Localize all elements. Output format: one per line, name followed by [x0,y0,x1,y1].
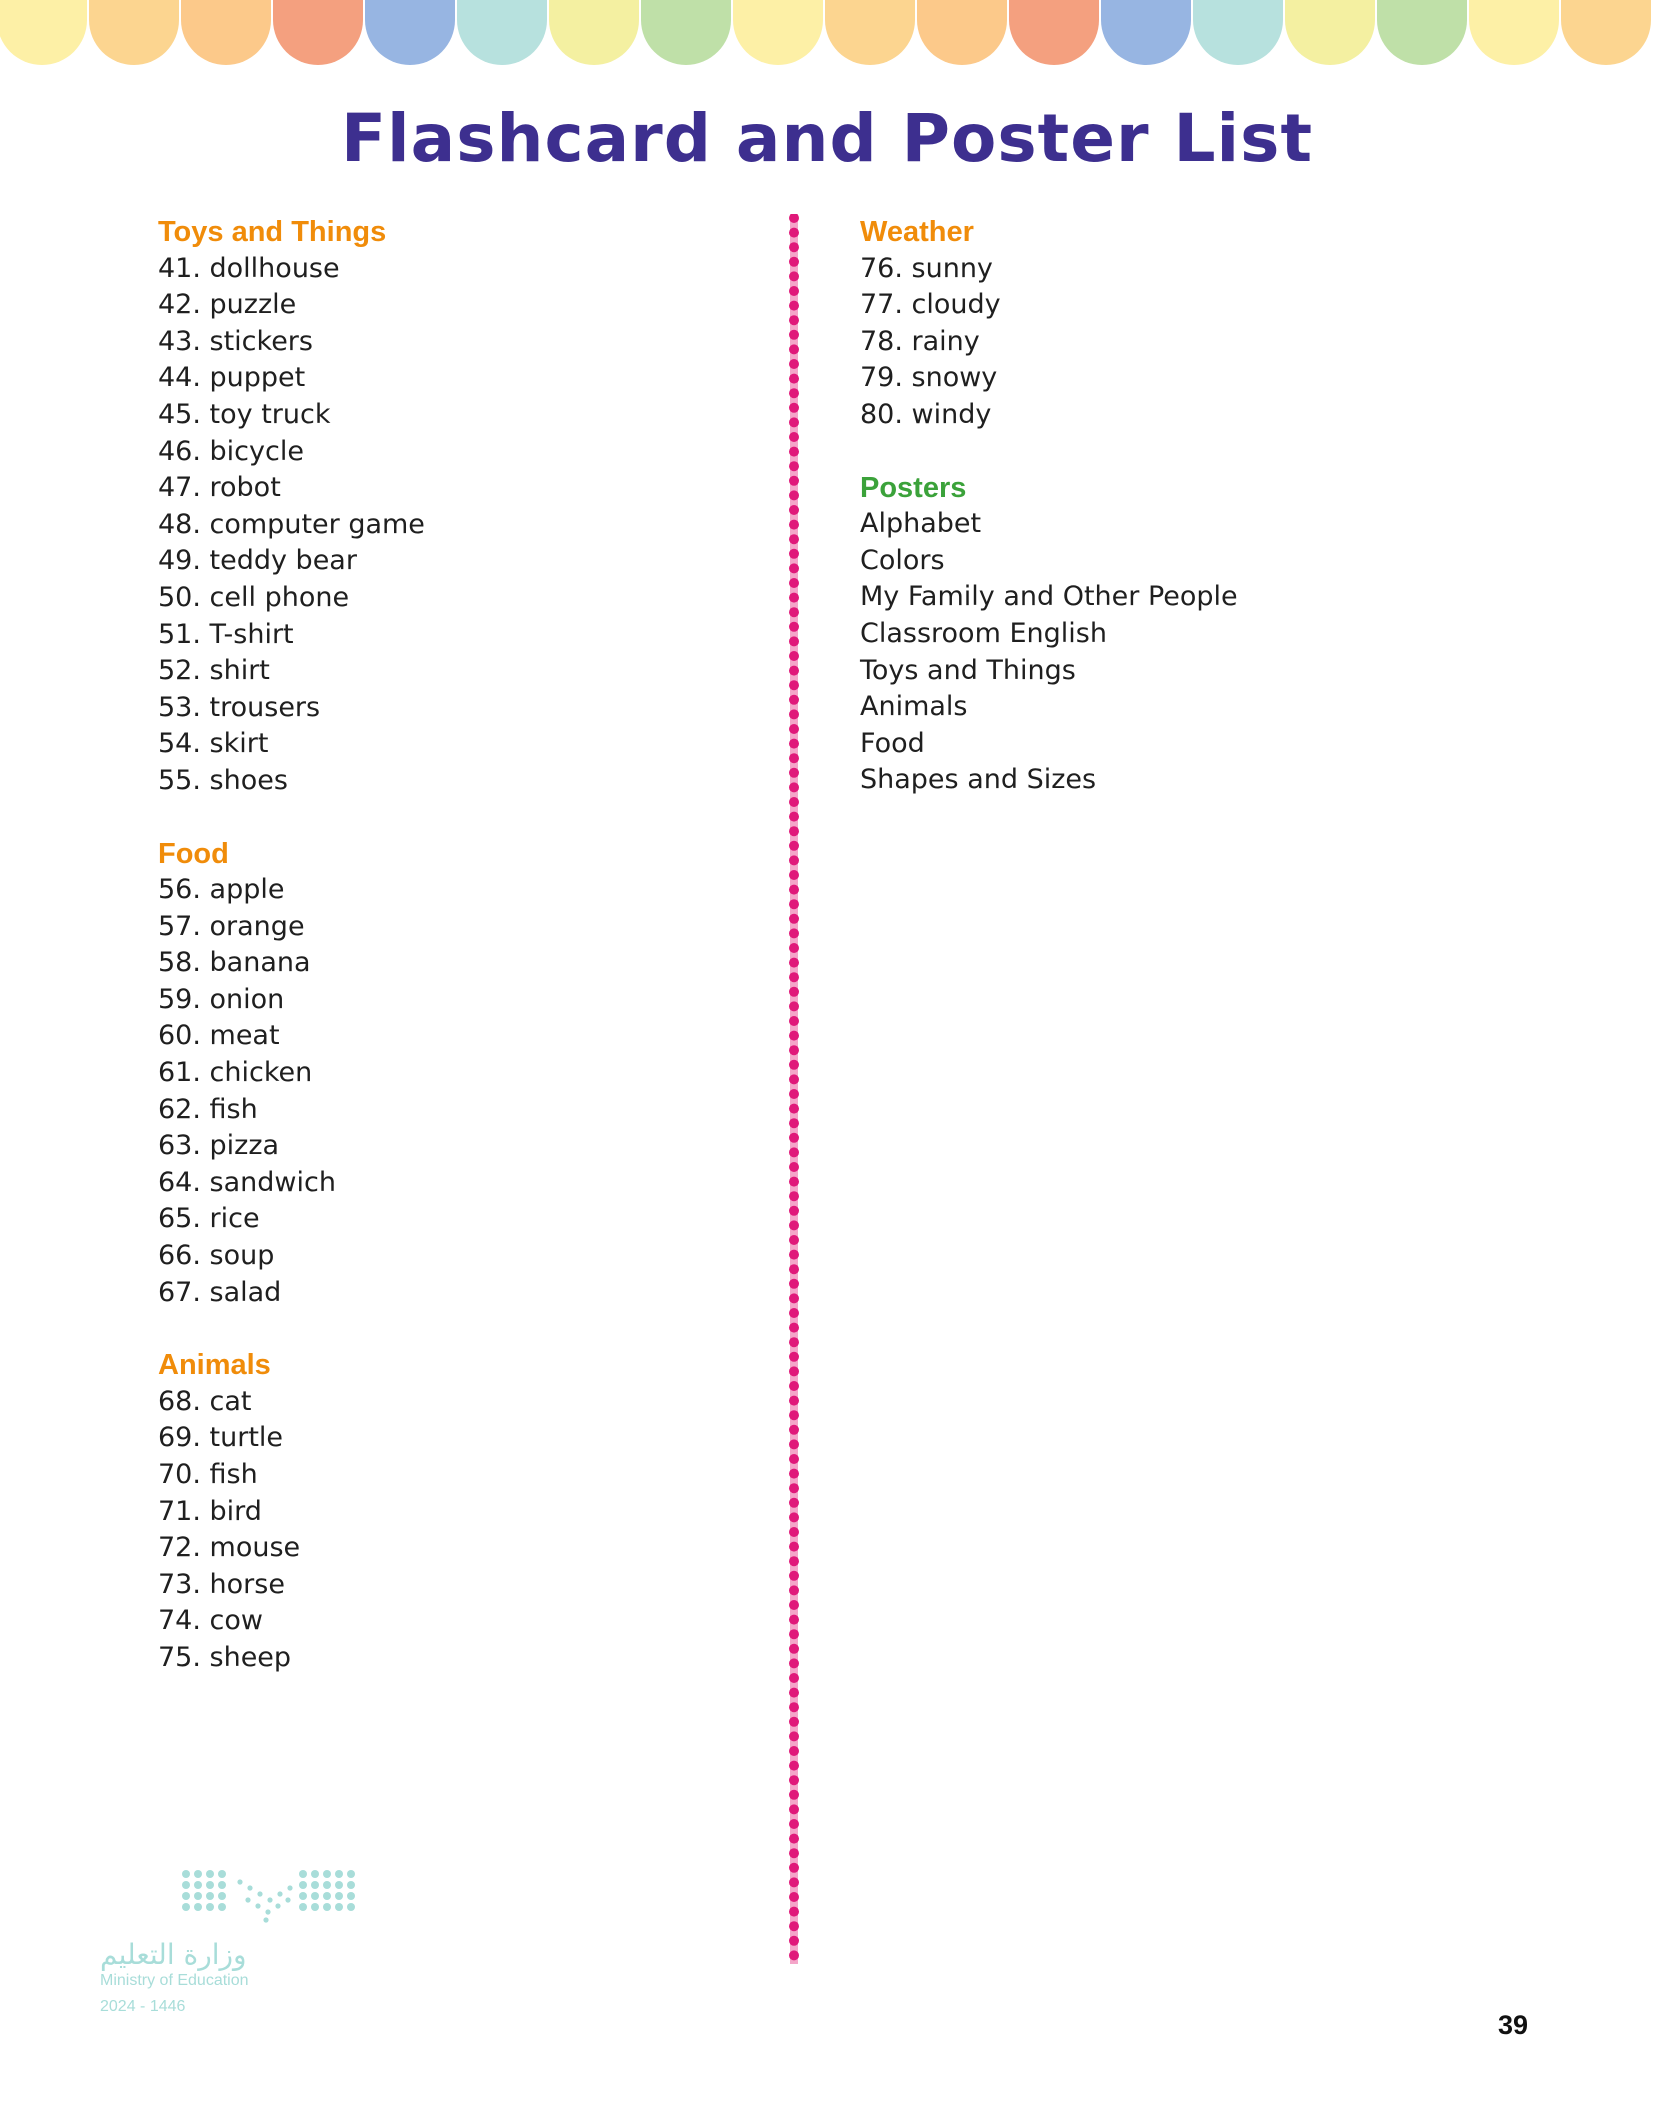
list-item: 64. sandwich [158,1166,336,1198]
logo-dot [323,1881,331,1889]
scallop [89,0,179,65]
divider-dot [789,1863,799,1873]
list-item: 45. toy truck [158,398,331,430]
list-item: 42. puzzle [158,289,297,321]
list-item: My Family and Other People [860,581,1238,613]
divider-dot [789,1571,799,1581]
divider-dot [789,534,799,544]
list-item: 72. mouse [158,1532,301,1564]
divider-dot [789,1206,799,1216]
list-item: Shapes and Sizes [860,764,1097,796]
list-item: 67. salad [158,1276,282,1308]
divider-dot [789,578,799,588]
divider-dot [789,1469,799,1479]
divider-dot [789,943,799,953]
divider-dot [789,1731,799,1741]
divider-dot [789,301,799,311]
list-item: 78. rainy [860,325,980,357]
list-item: 48. computer game [158,508,425,540]
logo-dot [347,1881,355,1889]
divider-dot [789,271,799,281]
list-item: 43. stickers [158,325,313,357]
logo-dot [182,1892,190,1900]
divider-dot [789,1907,799,1917]
divider-dot [789,344,799,354]
list-item: 52. shirt [158,655,270,687]
divider-dot [789,1600,799,1610]
list-item: 55. shoes [158,764,288,796]
divider-dot [789,388,799,398]
divider-dot [789,228,799,238]
divider-dot [789,987,799,997]
list-item: 74. cow [158,1605,263,1637]
divider-dot [789,753,799,763]
divider-dot [789,1104,799,1114]
divider-dot [789,651,799,661]
scallop [641,0,731,65]
divider-dot [789,1790,799,1800]
logo-dot [277,1891,282,1896]
list-item: 46. bicycle [158,435,304,467]
divider-dot [789,1279,799,1289]
logo-dot [257,1891,262,1896]
divider-dot [789,1250,799,1260]
divider-dot [789,812,799,822]
divider-dot [789,1717,799,1727]
logo-dot [182,1870,190,1878]
logo-dot [323,1892,331,1900]
divider-dot [789,593,799,603]
divider-dot [789,607,799,617]
divider-dot [789,1396,799,1406]
scallop [1469,0,1559,65]
divider-dot [789,841,799,851]
divider-dot [789,1498,799,1508]
logo-dot [287,1885,292,1890]
divider-dot [789,870,799,880]
divider-dot [789,1658,799,1668]
divider-dot [789,1556,799,1566]
divider-dot [789,739,799,749]
logo-dot [182,1881,190,1889]
logo-dot [335,1892,343,1900]
divider-dot [789,403,799,413]
list-item: 47. robot [158,472,281,504]
divider-dot [789,1264,799,1274]
divider-dot [789,1220,799,1230]
divider-dot [789,1483,799,1493]
logo-dot [275,1903,280,1908]
divider-dot [789,476,799,486]
divider-dot [789,666,799,676]
divider-dot [789,899,799,909]
page-title: Flashcard and Poster List [340,100,1314,177]
logo-year-text: 2024 - 1446 [100,1998,186,2015]
logo-dot [247,1885,252,1890]
logo-dot [299,1881,307,1889]
divider-dot [789,432,799,442]
logo-dot [245,1897,250,1902]
divider-dot [789,1775,799,1785]
divider-dot [789,1308,799,1318]
divider-dot [789,1425,799,1435]
divider-dot [789,315,799,325]
logo-dot [206,1870,214,1878]
divider-dot [789,958,799,968]
divider-dot [789,1804,799,1814]
logo-dot [182,1903,190,1911]
divider-dot [789,1585,799,1595]
divider-dot [789,520,799,530]
section-heading: Posters [860,471,967,504]
list-item: 70. fish [158,1459,258,1490]
list-item: 54. skirt [158,728,269,760]
divider-dot [789,505,799,515]
divider-dot [789,1337,799,1347]
list-item: 71. bird [158,1495,262,1527]
dotted-divider [785,214,803,1974]
list-item: 75. sheep [158,1641,292,1673]
divider-dot [789,1045,799,1055]
divider-dot [789,1454,799,1464]
scallop [457,0,547,65]
scallop [1193,0,1283,65]
logo-dot [311,1903,319,1911]
list-item: 44. puppet [158,362,306,394]
logo-dot [311,1892,319,1900]
divider-dot [789,359,799,369]
logo-dot [347,1870,355,1878]
divider-dot [789,549,799,559]
divider-dot [789,1512,799,1522]
list-item: 58. banana [158,947,311,979]
divider-dot [789,1936,799,1946]
list-item: Toys and Things [860,654,1076,686]
logo-dot [255,1903,260,1908]
divider-dot [789,1542,799,1552]
scallop [181,0,271,65]
divider-dot [789,972,799,982]
list-item: 68. cat [158,1385,252,1417]
divider-dot [789,1352,799,1362]
logo-dot [194,1892,202,1900]
logo-dot [265,1909,270,1914]
divider-dot [789,461,799,471]
logo-dot [194,1870,202,1878]
logo-dot [323,1870,331,1878]
divider-dot [789,636,799,646]
divider-dot [789,768,799,778]
list-item: Colors [860,544,945,576]
divider-dot [789,286,799,296]
section-heading: Food [158,837,229,870]
divider-dot [789,797,799,807]
logo-dot [311,1870,319,1878]
divider-dot [789,1688,799,1698]
divider-dot [789,1673,799,1683]
scallop [1561,0,1651,65]
section [158,214,758,800]
divider-dot [789,1323,799,1333]
divider-dot [789,1031,799,1041]
logo-dot [206,1903,214,1911]
divider-dot [789,490,799,500]
divider-dot [789,622,799,632]
divider-dot [789,1089,799,1099]
divider-dot [789,928,799,938]
section [158,1347,758,1676]
divider-dot [789,447,799,457]
divider-dot [789,1834,799,1844]
divider-dot [789,1016,799,1026]
scallop [1009,0,1099,65]
divider-dot [789,330,799,340]
section [860,470,1560,799]
divider-dot [789,1950,799,1960]
divider-dot [789,1191,799,1201]
divider-dot [789,1162,799,1172]
right-column [860,214,1560,835]
logo-dot [263,1917,268,1922]
list-item: 61. chicken [158,1057,313,1089]
divider-dot [789,1629,799,1639]
divider-dot [789,1819,799,1829]
divider-dot [789,695,799,705]
section-heading: Toys and Things [158,216,387,248]
logo-dot [218,1903,226,1911]
divider-dot [789,1527,799,1537]
list-item: 79. snowy [860,362,998,394]
divider-dot [789,1761,799,1771]
logo-dot [206,1892,214,1900]
logo-dot [194,1881,202,1889]
divider-dot [789,1410,799,1420]
divider-dot [789,1877,799,1887]
divider-dot [789,826,799,836]
divider-dot [789,257,799,267]
list-item: Animals [860,691,968,723]
logo-arabic-text: وزارة التعليم [100,1938,247,1971]
divider-dot [789,1746,799,1756]
scallop [733,0,823,65]
scallop [365,0,455,65]
list-item: 66. soup [158,1240,275,1272]
list-item: 59. onion [158,983,285,1015]
left-column [158,214,758,1713]
logo-dot [335,1870,343,1878]
section-heading: Weather [860,216,974,248]
logo-dot [299,1903,307,1911]
list-item: 73. horse [158,1568,285,1600]
divider-dot [789,1848,799,1858]
divider-dot [789,1702,799,1712]
divider-dot [789,1366,799,1376]
list-item: 41. dollhouse [158,252,340,284]
list-item: 76. sunny [860,252,993,284]
divider-dot [789,1177,799,1187]
divider-dot [789,1074,799,1084]
logo-dot [218,1892,226,1900]
scallop [825,0,915,65]
scallop [549,0,639,65]
list-item: Classroom English [860,617,1107,649]
list-item: 57. orange [158,910,305,942]
divider-dot [789,709,799,719]
divider-dot [789,1235,799,1245]
list-item: 65. rice [158,1203,260,1235]
divider-dot [789,855,799,865]
divider-dot [789,1892,799,1902]
logo-dot [194,1903,202,1911]
list-item: 63. pizza [158,1130,280,1162]
logo-dot [285,1897,290,1902]
logo-dot [335,1903,343,1911]
section [158,836,758,1312]
logo-dot [237,1879,242,1884]
divider-dot [789,563,799,573]
section [860,214,1560,434]
divider-dot [789,374,799,384]
list-item: 50. cell phone [158,581,350,613]
divider-dot [789,417,799,427]
divider-dot [789,1921,799,1931]
logo-dot [206,1881,214,1889]
divider-dot [789,1001,799,1011]
scallop [0,0,87,65]
divider-dot [789,1118,799,1128]
logo-dot [335,1881,343,1889]
scallop [917,0,1007,65]
divider-dot [789,242,799,252]
list-item: 62. fish [158,1093,258,1125]
logo-dot [347,1903,355,1911]
scalloped-header-border [0,0,1654,70]
scallop [1285,0,1375,65]
list-item: 51. T-shirt [158,618,294,650]
list-item: Food [860,727,925,759]
logo-dot [311,1881,319,1889]
section-heading: Animals [158,1349,271,1382]
logo-dot [218,1870,226,1878]
list-item: 77. cloudy [860,289,1001,321]
divider-dot [789,1293,799,1303]
page-number: 39 [1497,2010,1528,2040]
logo-dot [299,1892,307,1900]
divider-dot [789,680,799,690]
list-item: 60. meat [158,1020,280,1052]
scallop [1101,0,1191,65]
logo-dot [267,1897,272,1902]
divider-dot [789,1439,799,1449]
logo-dot [299,1870,307,1878]
scallop [1377,0,1467,65]
divider-dot [789,914,799,924]
divider-dot [789,885,799,895]
list-item: Alphabet [860,508,982,540]
divider-dot [789,1147,799,1157]
logo-english-text: Ministry of Education [100,1972,249,1989]
logo-dot [323,1903,331,1911]
list-item: 69. turtle [158,1422,284,1454]
divider-dot [789,1060,799,1070]
list-item: 80. windy [860,398,992,430]
logo-dot [347,1892,355,1900]
divider-dot [789,1381,799,1391]
divider-dot [789,1615,799,1625]
logo-dot [218,1881,226,1889]
divider-dot [789,1644,799,1654]
scallop [273,0,363,65]
list-item: 56. apple [158,874,285,906]
list-item: 49. teddy bear [158,545,357,577]
list-item: 53. trousers [158,691,321,723]
divider-dot [789,724,799,734]
divider-dot [789,782,799,792]
divider-dot [789,1133,799,1143]
